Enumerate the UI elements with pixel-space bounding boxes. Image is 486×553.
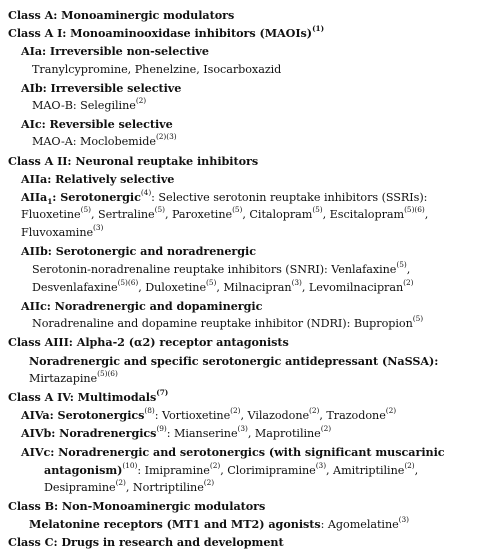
reference-marker: (2) [385, 406, 397, 416]
body-text: Desipramine [44, 480, 116, 494]
reference-marker: (2) [209, 460, 221, 470]
reference-marker: (9) [156, 424, 167, 434]
text-line [0, 224, 486, 242]
text-line [0, 479, 486, 497]
body-text: Desvenlafaxine [32, 280, 118, 294]
reference-marker: (5) [396, 259, 407, 269]
body-text: : Agomelatine [320, 518, 399, 532]
reference-marker: (5)(6) [97, 368, 118, 378]
heading-text: Class A II: Neuronal reuptake inhibitors [8, 153, 259, 168]
heading-text: Class A IV: Multimodals [8, 389, 157, 404]
text-line [0, 261, 486, 279]
heading-text: AIb: Irreversible selective [21, 80, 182, 95]
heading-text: Class A: Monoaminergic modulators [8, 8, 235, 22]
reference-marker: (5) [232, 205, 243, 215]
heading-text: AIa: Irreversible non-selective [21, 44, 209, 59]
heading-text: AIVb: Noradrenergics [21, 426, 157, 441]
body-text: , [414, 463, 419, 477]
reference-marker: (2) [115, 477, 126, 487]
heading-text: Noradrenergic and specific serotonergic antidepressant (NaSSA): [29, 353, 439, 368]
reference-marker: (5)(6) [117, 277, 139, 287]
body-text: , Levomilnacipran [301, 280, 404, 294]
reference-marker: (5)(6) [404, 205, 425, 215]
reference-marker: (8) [144, 406, 155, 416]
body-text: Fluoxetine [21, 208, 81, 222]
text-line [0, 297, 486, 315]
body-text: , Vilazodone [240, 409, 310, 423]
reference-marker: (2) [203, 477, 215, 487]
text-line [0, 370, 486, 388]
heading-text: AIIb: Serotonergic and noradrenergic [21, 244, 257, 259]
text-line [0, 242, 486, 260]
reference-marker: (3) [291, 277, 302, 287]
reference-marker: (3) [398, 515, 409, 525]
reference-marker: (4) [140, 187, 152, 197]
text-line [0, 61, 486, 79]
reference-marker: (5) [206, 277, 217, 287]
heading-text: Class A I: Monoaminooxidase inhibitors (MAOIs) [8, 26, 313, 41]
subscript: 1 [47, 197, 53, 207]
reference-marker: (5) [412, 314, 424, 324]
body-text: , Nortriptiline [125, 480, 204, 494]
body-text: : Vortioxetine [154, 409, 231, 423]
text-line [0, 152, 486, 170]
reference-marker: (2) [320, 424, 332, 434]
text-line [0, 424, 486, 442]
body-text: : Imipramine [137, 463, 210, 477]
text-line [0, 133, 486, 151]
text-line [0, 515, 486, 533]
reference-marker: (3) [93, 223, 104, 233]
body-text: , Citalopram [242, 208, 313, 222]
heading-text: Class B: Non-Monoaminergic modulators [8, 499, 266, 514]
text-line [0, 533, 486, 551]
text-line [0, 79, 486, 97]
body-text: MAO-B: Selegiline [32, 98, 136, 112]
reference-marker: (5) [154, 205, 165, 215]
heading-text: Melatonine receptors (MT1 and MT2) agonists [29, 517, 321, 532]
body-text: : Mianserine [166, 427, 238, 441]
reference-marker: (5) [80, 205, 91, 215]
text-line [0, 170, 486, 188]
text-line [0, 24, 486, 42]
body-text: Fluvoxamine [21, 226, 94, 240]
text-line [0, 315, 486, 333]
body-text: : Selective serotonin reuptake inhibitors (SSRIs): [151, 190, 428, 204]
heading-text: Class AIII: Alpha-2 (α2) receptor antagonists [8, 335, 289, 350]
text-line [0, 115, 486, 133]
heading-text: Class C: Drugs in research and development [8, 535, 284, 550]
text-line [0, 443, 486, 461]
text-line [0, 352, 486, 370]
body-text: Tranylcypromine, Phenelzine, Isocarboxazid [32, 62, 282, 76]
text-line [0, 97, 486, 115]
heading-text: AIVa: Serotonergics [21, 408, 145, 423]
heading-text: AIVc: Noradrenergic and serotonergics (with significant muscarinic [21, 444, 445, 459]
text-line [0, 388, 486, 406]
text-line [0, 406, 486, 424]
body-text: , Maprotiline [247, 427, 321, 441]
text-line [0, 206, 486, 224]
reference-marker: (2) [230, 406, 241, 416]
text-line [0, 279, 486, 297]
reference-marker: (5) [312, 205, 323, 215]
reference-marker: (2) [135, 96, 147, 106]
heading-text: AIIa [21, 189, 48, 204]
body-text: , Clorimipramine [220, 463, 316, 477]
body-text: Mirtazapine [29, 371, 98, 385]
body-text: , Milnacipran [216, 280, 292, 294]
heading-text: : Serotonergic [52, 189, 141, 204]
heading-text: antagonism) [44, 462, 123, 477]
heading-text: AIIc: Noradrenergic and dopaminergic [21, 299, 263, 313]
text-line [0, 461, 486, 479]
body-text: , Trazodone [319, 409, 386, 423]
body-text: , Paroxetine [164, 208, 233, 222]
reference-marker: (2)(3) [155, 132, 177, 142]
body-text: , Sertraline [90, 208, 155, 222]
reference-marker: (2) [309, 406, 320, 416]
heading-text: AIc: Reversible selective [21, 117, 173, 132]
reference-marker: (3) [315, 460, 327, 470]
body-text: , Escitalopram [322, 208, 405, 222]
text-line [0, 6, 486, 24]
body-text: , [406, 262, 411, 276]
reference-marker: (10) [122, 460, 138, 470]
reference-marker: (1) [312, 24, 325, 34]
reference-marker: (2) [404, 460, 415, 470]
body-text: , Amitriptiline [326, 463, 405, 477]
reference-marker: (2) [403, 277, 414, 287]
body-text: Noradrenaline and dopamine reuptake inhibitor (NDRI): Bupropion [32, 317, 413, 331]
reference-marker: (3) [237, 424, 248, 434]
text-line [0, 188, 486, 206]
body-text: MAO-A: Moclobemide [32, 135, 156, 149]
text-line [0, 42, 486, 60]
body-text: , Duloxetine [138, 280, 207, 294]
reference-marker: (7) [156, 388, 169, 398]
body-text: , [424, 208, 429, 222]
body-text: Serotonin-noradrenaline reuptake inhibitors (SNRI): Venlafaxine [32, 262, 397, 276]
text-line [0, 333, 486, 351]
heading-text: AIIa: Relatively selective [21, 171, 175, 186]
